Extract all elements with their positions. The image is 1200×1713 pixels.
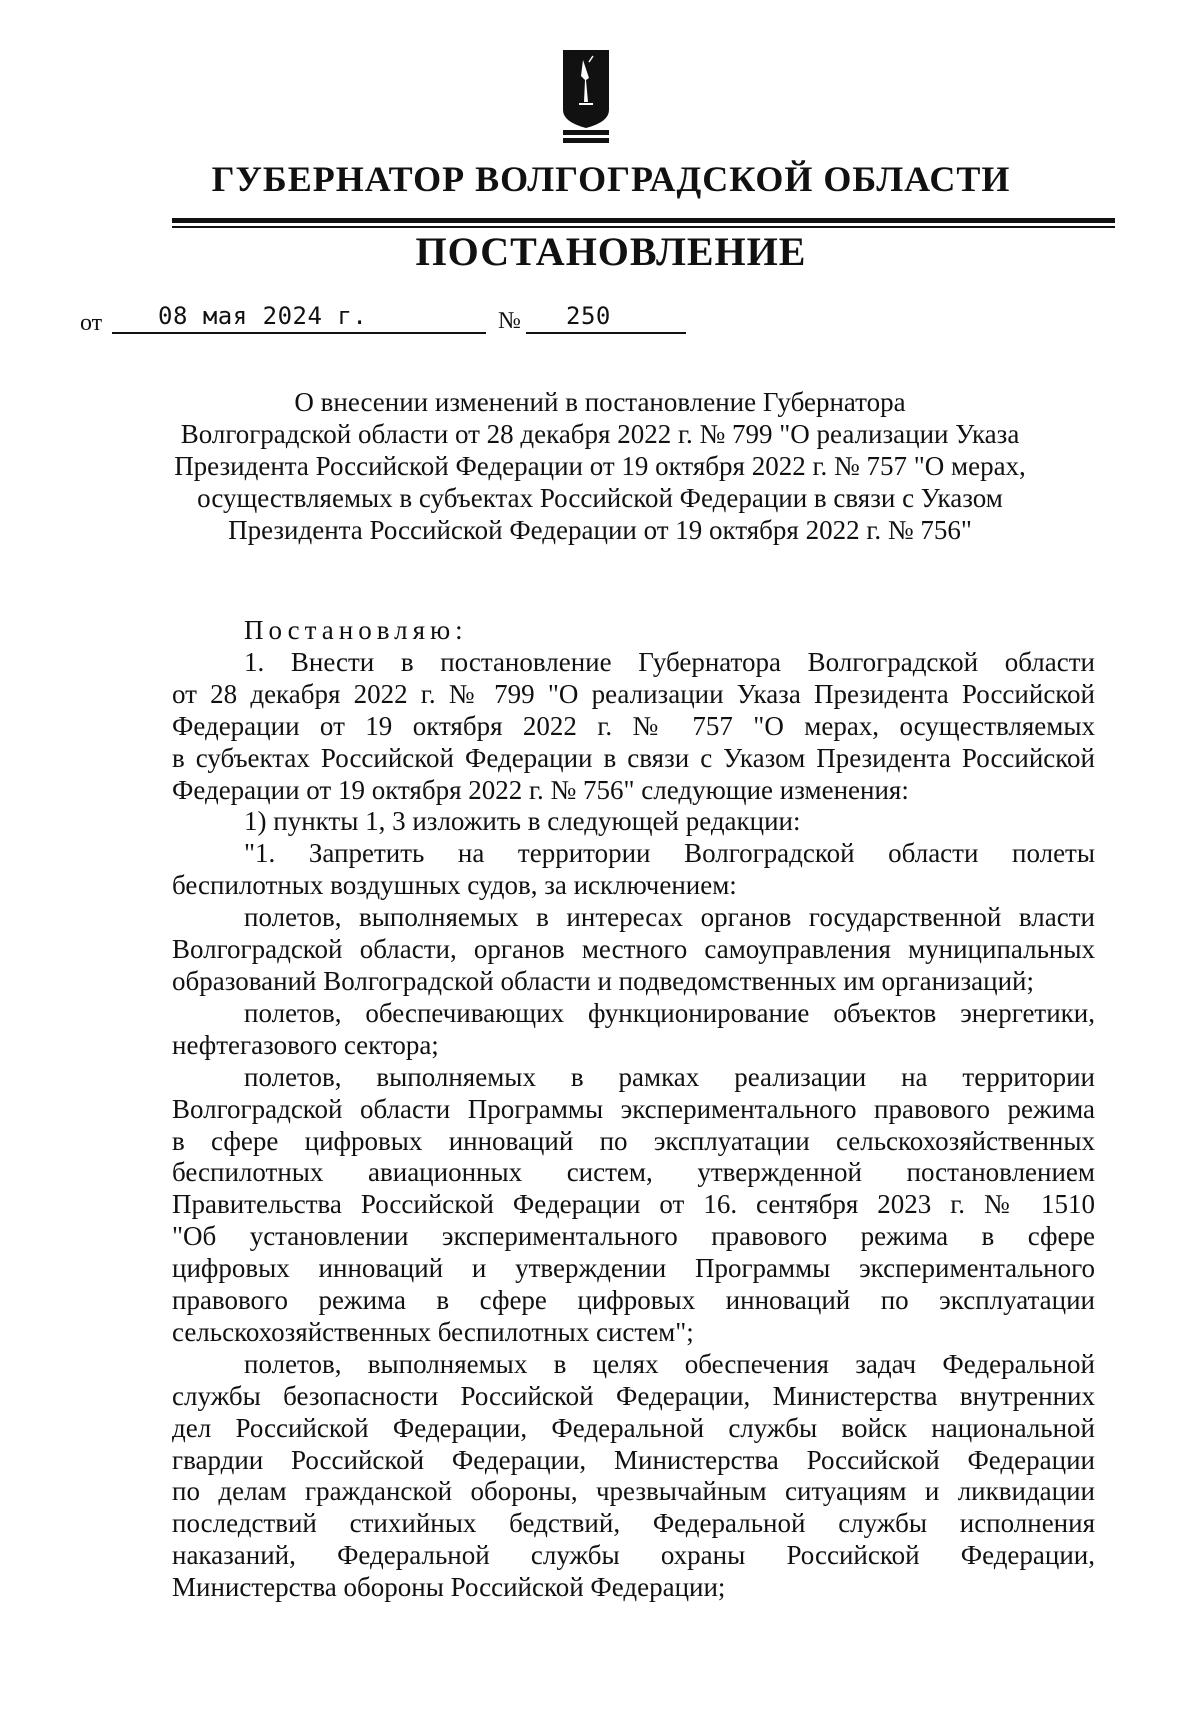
title-line: осуществляемых в субъектах Российской Федерации в связи с Указом (197, 483, 1003, 513)
body-line: полетов, обеспечивающих функционирование объектов энергетики, (244, 997, 1095, 1028)
body-line: Федерации от 19 октября 2022 г. № 757 "О мерах, осуществляемых (172, 710, 1095, 741)
body-line: в сфере цифровых инноваций по эксплуатации сельскохозяйственных (172, 1125, 1095, 1156)
document-date: 08 мая 2024 г. (158, 302, 368, 330)
body-line: Министерства обороны Российской Федерации; (172, 1572, 726, 1603)
title-line: Президента Российской Федерации от 19 октября 2022 г. № 756" (228, 515, 972, 545)
body-line: службы безопасности Российской Федерации, Министерства внутренних (172, 1380, 1095, 1411)
volgograd-coat-of-arms-icon (561, 48, 611, 144)
body-line: Федерации от 19 октября 2022 г. № 756" следующие изменения: (172, 774, 909, 805)
body-line: 1) пункты 1, 3 изложить в следующей редакции: (244, 806, 801, 837)
body-line: правового режима в сфере цифровых инноваций по эксплуатации (172, 1285, 1095, 1316)
header-rule-thick (172, 218, 1115, 223)
body-line: полетов, выполняемых в рамках реализации на территории (244, 1061, 1095, 1092)
body-line: Правительства Российской Федерации от 16. сентября 2023 г. № 1510 (172, 1189, 1095, 1220)
body-line: "Об установлении экспериментального правового режима в сфере (172, 1221, 1095, 1252)
body-line: по делам гражданской обороны, чрезвычайным ситуациям и ликвидации (172, 1476, 1095, 1507)
body-line: цифровых инноваций и утверждении Программы экспериментального (172, 1253, 1095, 1284)
date-underline (112, 332, 486, 334)
authority-heading: ГУБЕРНАТОР ВОЛГОГРАДСКОЙ ОБЛАСТИ (211, 159, 1011, 199)
number-prefix: № (498, 308, 521, 334)
body-line: в субъектах Российской Федерации в связи с Указом Президента Российской (172, 742, 1095, 773)
title-line: Волгоградской области от 28 декабря 2022 г. № 799 "О реализации Указа (180, 419, 1020, 449)
body-line: сельскохозяйственных беспилотных систем"; (172, 1316, 694, 1347)
body-line: от 28 декабря 2022 г. № 799 "О реализации Указа Президента Российской (172, 678, 1095, 709)
document-body (172, 615, 1095, 1604)
document-type-heading: ПОСТАНОВЛЕНИЕ (415, 229, 807, 274)
document-title (150, 386, 1050, 546)
body-line: 1. Внести в постановление Губернатора Волгоградской области (244, 646, 1095, 677)
body-line: полетов, выполняемых в интересах органов государственной власти (244, 902, 1095, 933)
body-line: Волгоградской области, органов местного самоуправления муниципальных (172, 934, 1095, 965)
body-line: Волгоградской области Программы экспериментального правового режима (172, 1093, 1095, 1124)
body-line: беспилотных воздушных судов, за исключением: (172, 870, 737, 901)
body-line: дел Российской Федерации, Федеральной службы войск национальной (172, 1412, 1095, 1443)
body-line: нефтегазового сектора; (172, 1029, 439, 1060)
body-line: образований Волгоградской области и подведомственных им организаций; (172, 965, 1034, 996)
body-line: "1. Запретить на территории Волгоградской области полеты (244, 838, 1095, 869)
number-underline (526, 332, 686, 334)
body-line: гвардии Российской Федерации, Министерства Российской Федерации (172, 1444, 1095, 1475)
body-line: последствий стихийных бедствий, Федеральной службы исполнения (172, 1508, 1095, 1539)
document-number: 250 (566, 302, 611, 330)
title-line: О внесении изменений в постановление Губернатора (294, 387, 906, 417)
body-line: наказаний, Федеральной службы охраны Российской Федерации, (172, 1540, 1095, 1571)
body-line: полетов, выполняемых в целях обеспечения задач Федеральной (244, 1348, 1095, 1379)
decree-word: Постановляю: (244, 615, 468, 645)
title-line: Президента Российской Федерации от 19 октября 2022 г. № 757 "О мерах, (174, 451, 1026, 481)
body-line: беспилотных авиационных систем, утвержденной постановлением (172, 1157, 1095, 1188)
date-prefix: от (80, 310, 103, 336)
